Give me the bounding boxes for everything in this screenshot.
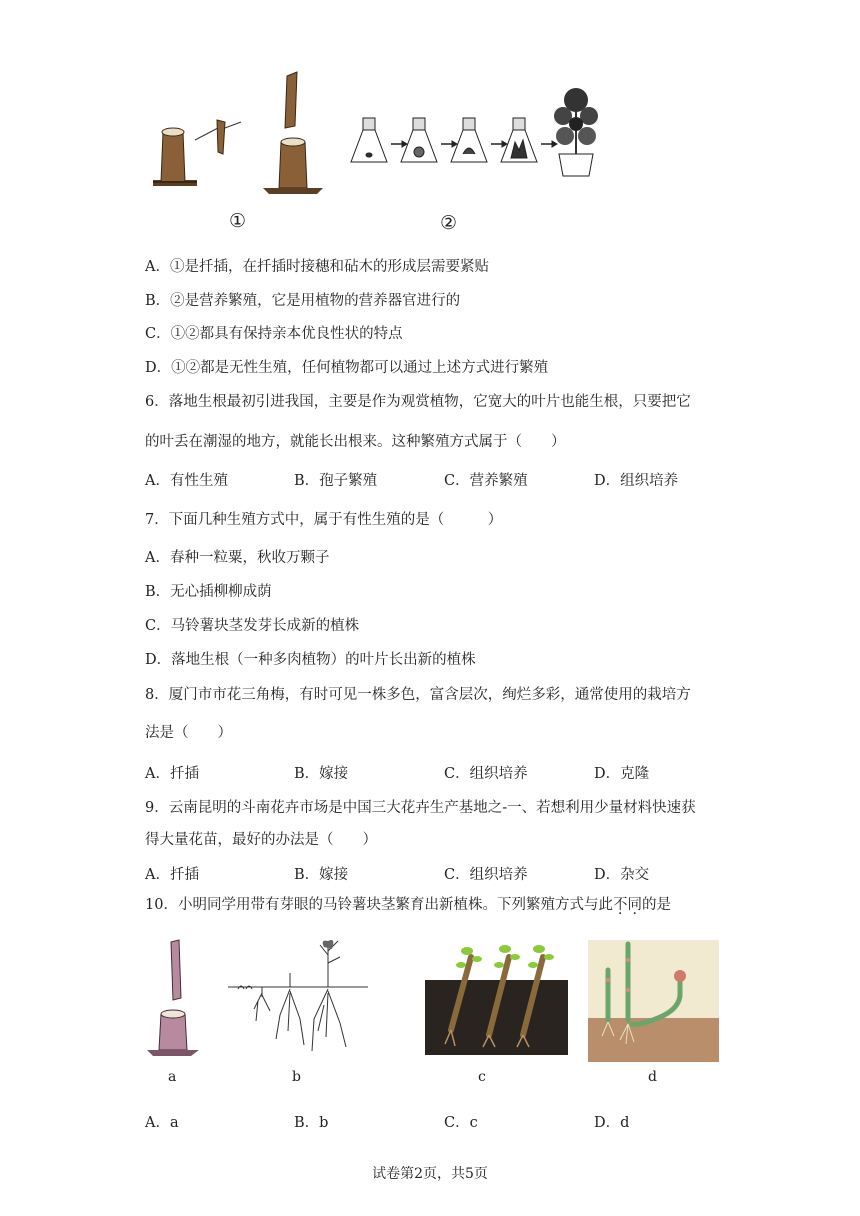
q6-option-c: C．营养繁殖 [444,473,528,489]
q10-option-d: D．d [594,1115,630,1131]
q6-stem-line2: 的叶丢在潮湿的地方，就能长出根来。这种繁殖方式属于（ ） [145,434,566,450]
q6-option-b: B．孢子繁殖 [294,473,378,489]
page-footer: 试卷第2页，共5页 [372,1166,488,1182]
q10-figure-a [145,938,200,1058]
q8-option-b: B．嫁接 [294,766,349,782]
q6-stem-line1: 6．落地生根最初引进我国，主要是作为观赏植物，它宽大的叶片也能生根，只要把它 [145,394,691,410]
q10-caption-b: b [292,1069,301,1085]
q9-stem-line2: 得大量花苗，最好的办法是（ ） [145,832,377,848]
q7-option-d: D．落地生根（一种多肉植物）的叶片长出新的植株 [145,652,476,668]
q7-option-b: B．无心插柳柳成荫 [145,584,272,600]
grafting-illustration-2 [263,72,323,194]
q10-stem-post: 的是 [641,897,671,913]
q9-option-d: D．杂交 [594,867,650,883]
q9-stem-line1: 9．云南昆明的斗南花卉市场是中国三大花卉生产基地之-一、若想利用少量材料快速获 [145,800,696,816]
q7-stem: 7．下面几种生殖方式中，属于有性生殖的是（ ） [145,512,503,528]
q7-option-c: C．马铃薯块茎发芽长成新的植株 [145,618,360,634]
q8-option-a: A．扦插 [145,766,199,782]
q6-option-a: A．有性生殖 [145,473,228,489]
q5-option-d: D．①②都是无性生殖，任何植物都可以通过上述方式进行繁殖 [145,360,549,376]
q10-caption-c: c [478,1069,486,1085]
potted-plant [554,88,598,176]
q10-stem-emph-2: 同 [627,897,642,913]
q10-figure-c [425,935,568,1060]
figure-label-2: ② [440,212,458,234]
tissue-culture-flasks [351,118,557,162]
q10-stem [145,893,671,914]
q10-option-a: A．a [145,1115,179,1131]
q8-stem-line2: 法是（ ） [145,725,232,741]
q5-option-b: B．②是营养繁殖，它是用植物的营养器官进行的 [145,293,461,309]
q7-option-a: A．春种一粒粟，秋收万颗子 [145,550,330,566]
q9-option-b: B．嫁接 [294,867,349,883]
grafting-illustration-1 [153,120,241,186]
q10-option-c: C．c [444,1115,478,1131]
figure-label-1: ① [229,210,247,232]
q8-option-d: D．克隆 [594,766,650,782]
q5-option-c: C．①②都具有保持亲本优良性状的特点 [145,326,403,342]
q10-stem-pre: 10．小明同学用带有芽眼的马铃薯块茎繁育出新植株。下列繁殖方式与此 [145,897,613,913]
q10-caption-a: a [168,1069,177,1085]
q10-figure-d [588,940,719,1062]
q6-option-d: D．组织培养 [594,473,679,489]
q8-stem-line1: 8．厦门市市花三角梅，有时可见一株多色，富含层次，绚烂多彩，通常使用的栽培方 [145,687,691,703]
q5-option-a: A．①是扦插，在扦插时接穗和砧木的形成层需要紧贴 [145,259,489,275]
figure-reproduction-methods [145,70,615,240]
q9-option-a: A．扦插 [145,867,199,883]
q9-option-c: C．组织培养 [444,867,528,883]
q10-caption-d: d [648,1069,657,1085]
q10-figure-b [228,935,368,1060]
q8-option-c: C．组织培养 [444,766,528,782]
q10-option-b: B．b [294,1115,329,1131]
q10-stem-emph-1: 不 [612,897,628,913]
